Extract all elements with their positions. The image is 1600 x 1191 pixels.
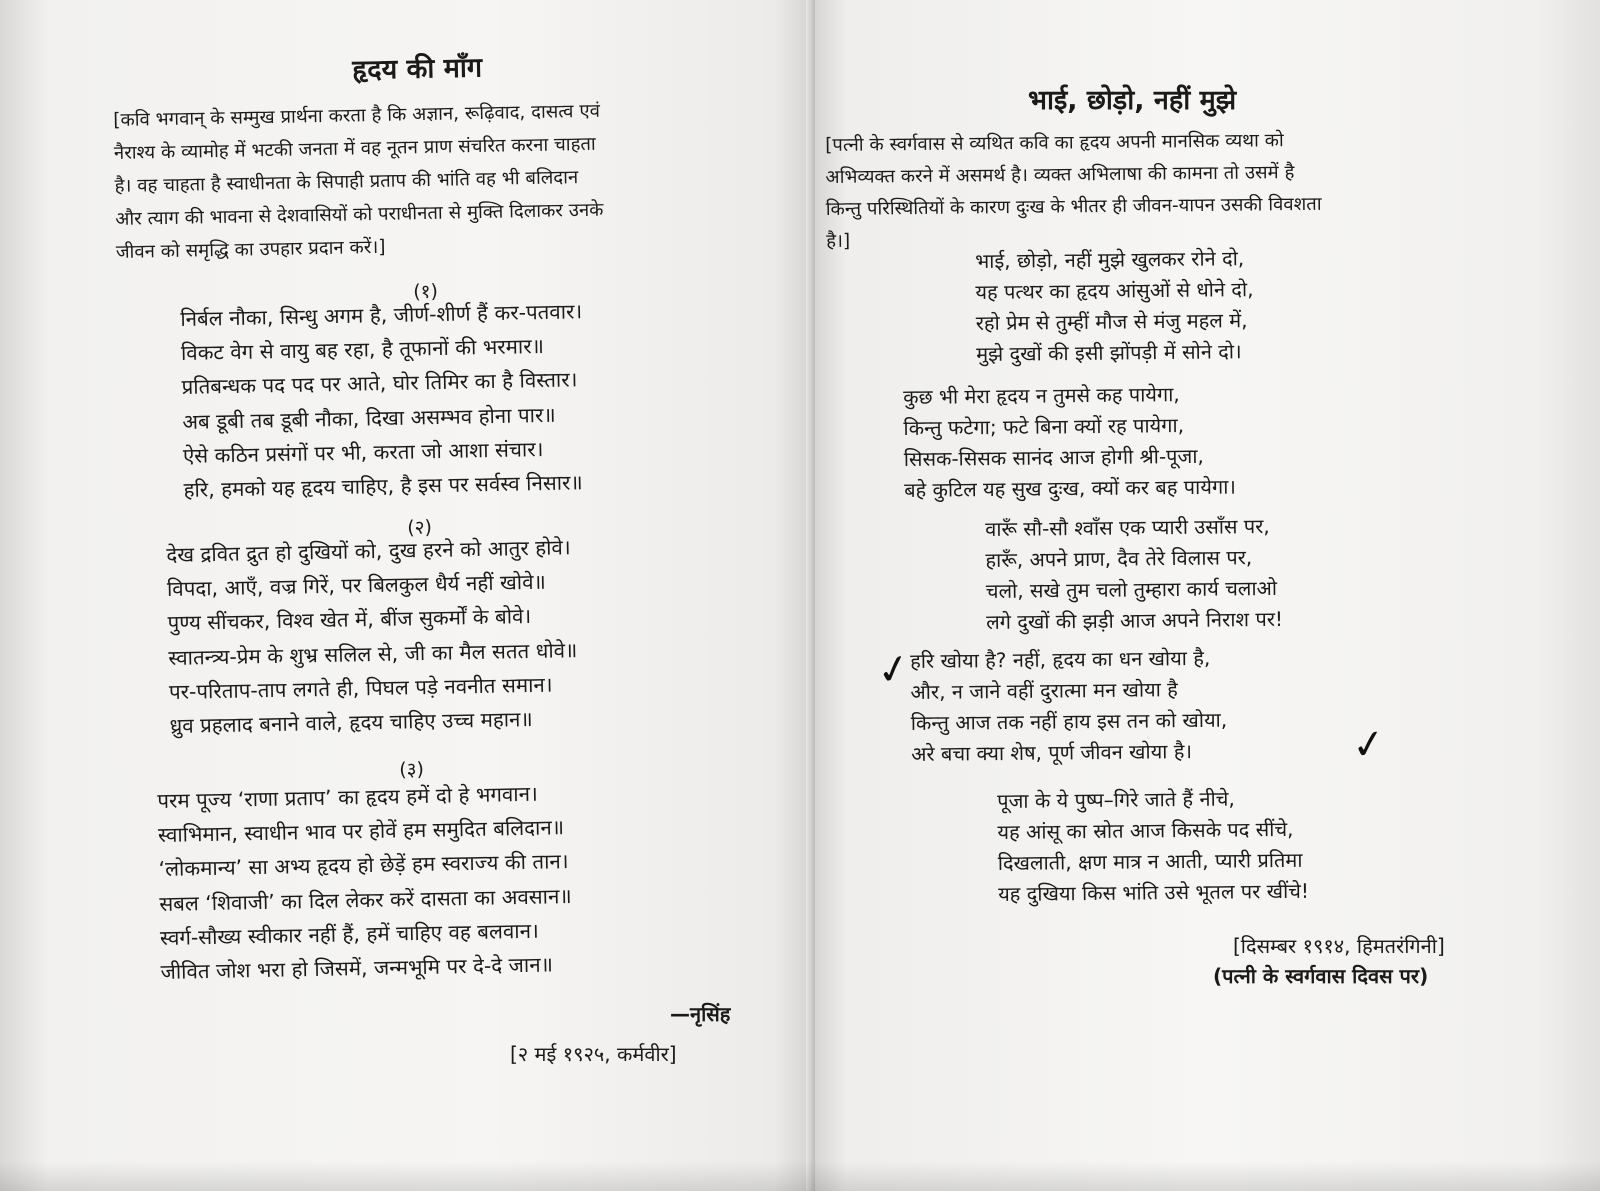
verse-line: मुझे दुखों की इसी झोंपड़ी में सोने दो। [976,339,1242,366]
stanza-2 [903,379,1236,506]
stanza-5 [997,783,1309,910]
verse-line: स्वातन्त्र्य-प्रेम के शुभ्र सलिल से, जी का मैल सतत धोवे॥ [168,637,578,670]
verse-line: पुण्य सींचकर, विश्व खेत में, बींज सुकर्मों के बोवे। [167,604,532,636]
verse-line: यह दुखिया किस भांति उसे भूतल पर खींचे! [998,878,1310,906]
verse-line: सिसक-सिसक सानंद आज होगी श्री-पूजा, [903,443,1204,471]
verse-line: यह पत्थर का हृदय आंसुओं से धोने दो, [975,277,1254,304]
right-page-intro [825,125,1322,258]
verse-line: हरि खोया है? नहीं, हृदय का धन खोया है, [910,645,1211,673]
left-page-intro [113,95,604,269]
left-page-title: हृदय की माँग [352,52,483,86]
verse-line: लगे दुखों की झड़ी आज अपने निराश पर! [986,606,1284,634]
occasion-note: (पत्नी के स्वर्गवास दिवस पर) [1213,964,1429,988]
intro-line: [पत्नी के स्वर्गवास से व्यथित कवि का हृदय अपनी मानसिक व्यथा को [825,130,1284,156]
intro-line: और त्याग की भावना से देशवासियों को पराधीनता से मुक्ति दिलाकर उनके [115,199,604,230]
stanza-1 [180,294,586,507]
verse-line: कुछ भी मेरा हृदय न तुमसे कह पायेगा, [903,382,1180,409]
verse-line: हारूँ, अपने प्राण, दैव तेरे विलास पर, [985,545,1253,572]
verse-line: प्रतिबन्धक पद पद पर आते, घोर तिमिर का है विस्तार। [181,367,578,400]
verse-line: यह आंसू का स्रोत आज किसके पद सींचे, [997,816,1294,844]
verse-line: स्वाभिमान, स्वाधीन भाव पर होवें हम समुदित बलिदान॥ [157,815,565,848]
verse-line: ऐसे कठिन प्रसंगों पर भी, करता जो आशा संचार। [182,436,544,468]
intro-line: है।] [826,230,851,252]
stanza-2 [166,530,579,743]
intro-line: [कवि भगवान् के सम्मुख प्रार्थना करता है कि अज्ञान, रूढ़िवाद, दासत्व एवं [113,100,601,131]
author-signature: —नृसिंह [670,1002,731,1026]
source-citation: [दिसम्बर १९१४, हिमतरंगिनी] [1233,934,1445,958]
verse-line: हरि, हमको यह हृदय चाहिए, है इस पर सर्वस्व निसार॥ [183,470,583,502]
stanza-number: (१) [413,280,439,303]
stanza-1 [975,243,1254,370]
verse-line: भाई, छोड़ो, नहीं मुझे खुलकर रोने दो, [975,246,1245,273]
verse-line: दिखलाती, क्षण मात्र न आती, प्यारी प्रतिमा [997,847,1303,875]
verse-line: परम पूज्य ‘राणा प्रताप’ का हृदय हमें दो हे भगवान। [157,781,538,813]
intro-line: अभिव्यक्त करने में असमर्थ है। व्यक्त अभिलाषा की कामना तो उसमें है [825,162,1295,188]
verse-line: पर-परिताप-ताप लगते ही, पिघल पड़े नवनीत समान। [168,672,553,704]
verse-line: बहे कुटिल यह सुख दुःख, क्यों कर बह पायेगा। [904,474,1237,502]
verse-line: ध्रुव प्रहलाद बनाने वाले, हृदय चाहिए उच्च महान॥ [169,707,533,738]
verse-line: अब डूबी तब डूबी नौका, दिखा असम्भव होना पार॥ [182,402,556,434]
intro-line: जीवन को समृद्धि का उपहार प्रदान करें।] [115,236,386,263]
stanza-number: (३) [399,758,425,781]
verse-line: वारूँ सौ-सौ श्वाँस एक प्यारी उसाँस पर, [985,514,1270,541]
handwritten-check-icon: ✓ [872,644,915,696]
intro-line: नैराश्य के व्यामोह में भटकी जनता में वह नूतन प्राण संचरित करना चाहता [113,133,596,164]
intro-line: है। वह चाहता है स्वाधीनता के सिपाही प्रताप की भांति वह भी बलिदान [114,167,579,197]
verse-line: निर्बल नौका, सिन्धु अगम है, जीर्ण-शीर्ण हैं कर-पतवार। [180,299,583,331]
verse-line: जीवित जोश भरा हो जिसमें, जन्मभूमि पर दे-दे जान॥ [160,952,554,984]
verse-line: अरे बचा क्या शेष, पूर्ण जीवन खोया है। [911,739,1193,766]
verse-line: पूजा के ये पुष्प–गिरे जाते हैं नीचे, [997,786,1235,813]
verse-line: चलो, सखे तुम चलो तुम्हारा कार्य चलाओ [985,575,1278,603]
page-bottom-shadow [0,1161,1600,1191]
verse-line: देख द्रवित द्रुत हो दुखियों को, दुख हरने को आतुर होवे। [166,535,571,567]
verse-line: किन्तु फटेगा; फटे बिना क्यों रह पायेगा, [903,413,1185,440]
verse-line: और, न जाने वहीं दुरात्मा मन खोया है [910,677,1178,704]
source-citation: [२ मई १९२५, कर्मवीर] [510,1042,677,1066]
verse-line: विपदा, आएँ, वज्र गिरें, पर बिलकुल धैर्य नहीं खोवे॥ [166,569,547,602]
stanza-3 [157,776,573,989]
verse-line: रहो प्रेम से तुम्हीं मौज से मंजु महल में, [975,308,1248,335]
verse-line: सबल ‘शिवाजी’ का दिल लेकर करें दासता का अवसान॥ [159,883,572,916]
intro-line: किन्तु परिस्थितियों के कारण दुःख के भीतर ही जीवन-यापन उसकी विवशता [825,193,1322,220]
handwritten-check-icon: ✓ [1348,719,1389,771]
verse-line: किन्तु आज तक नहीं हाय इस तन को खोया, [910,707,1228,735]
verse-line: विकट वेग से वायु बह रहा, है तूफानों की भरमार॥ [180,334,545,366]
stanza-number: (२) [407,516,433,539]
verse-line: ‘लोकमान्य’ सा अभ्य हृदय हो छेड़ें हम स्वराज्य की तान। [158,849,569,882]
right-page-title: भाई, छोड़ो, नहीं मुझे [1028,85,1237,116]
stanza-4 [910,643,1228,770]
verse-line: स्वर्ग-सौख्य स्वीकार नहीं हैं, हमें चाहिए वह बलवान। [159,918,539,950]
right-page [815,0,1600,1191]
stanza-3 [985,511,1283,638]
